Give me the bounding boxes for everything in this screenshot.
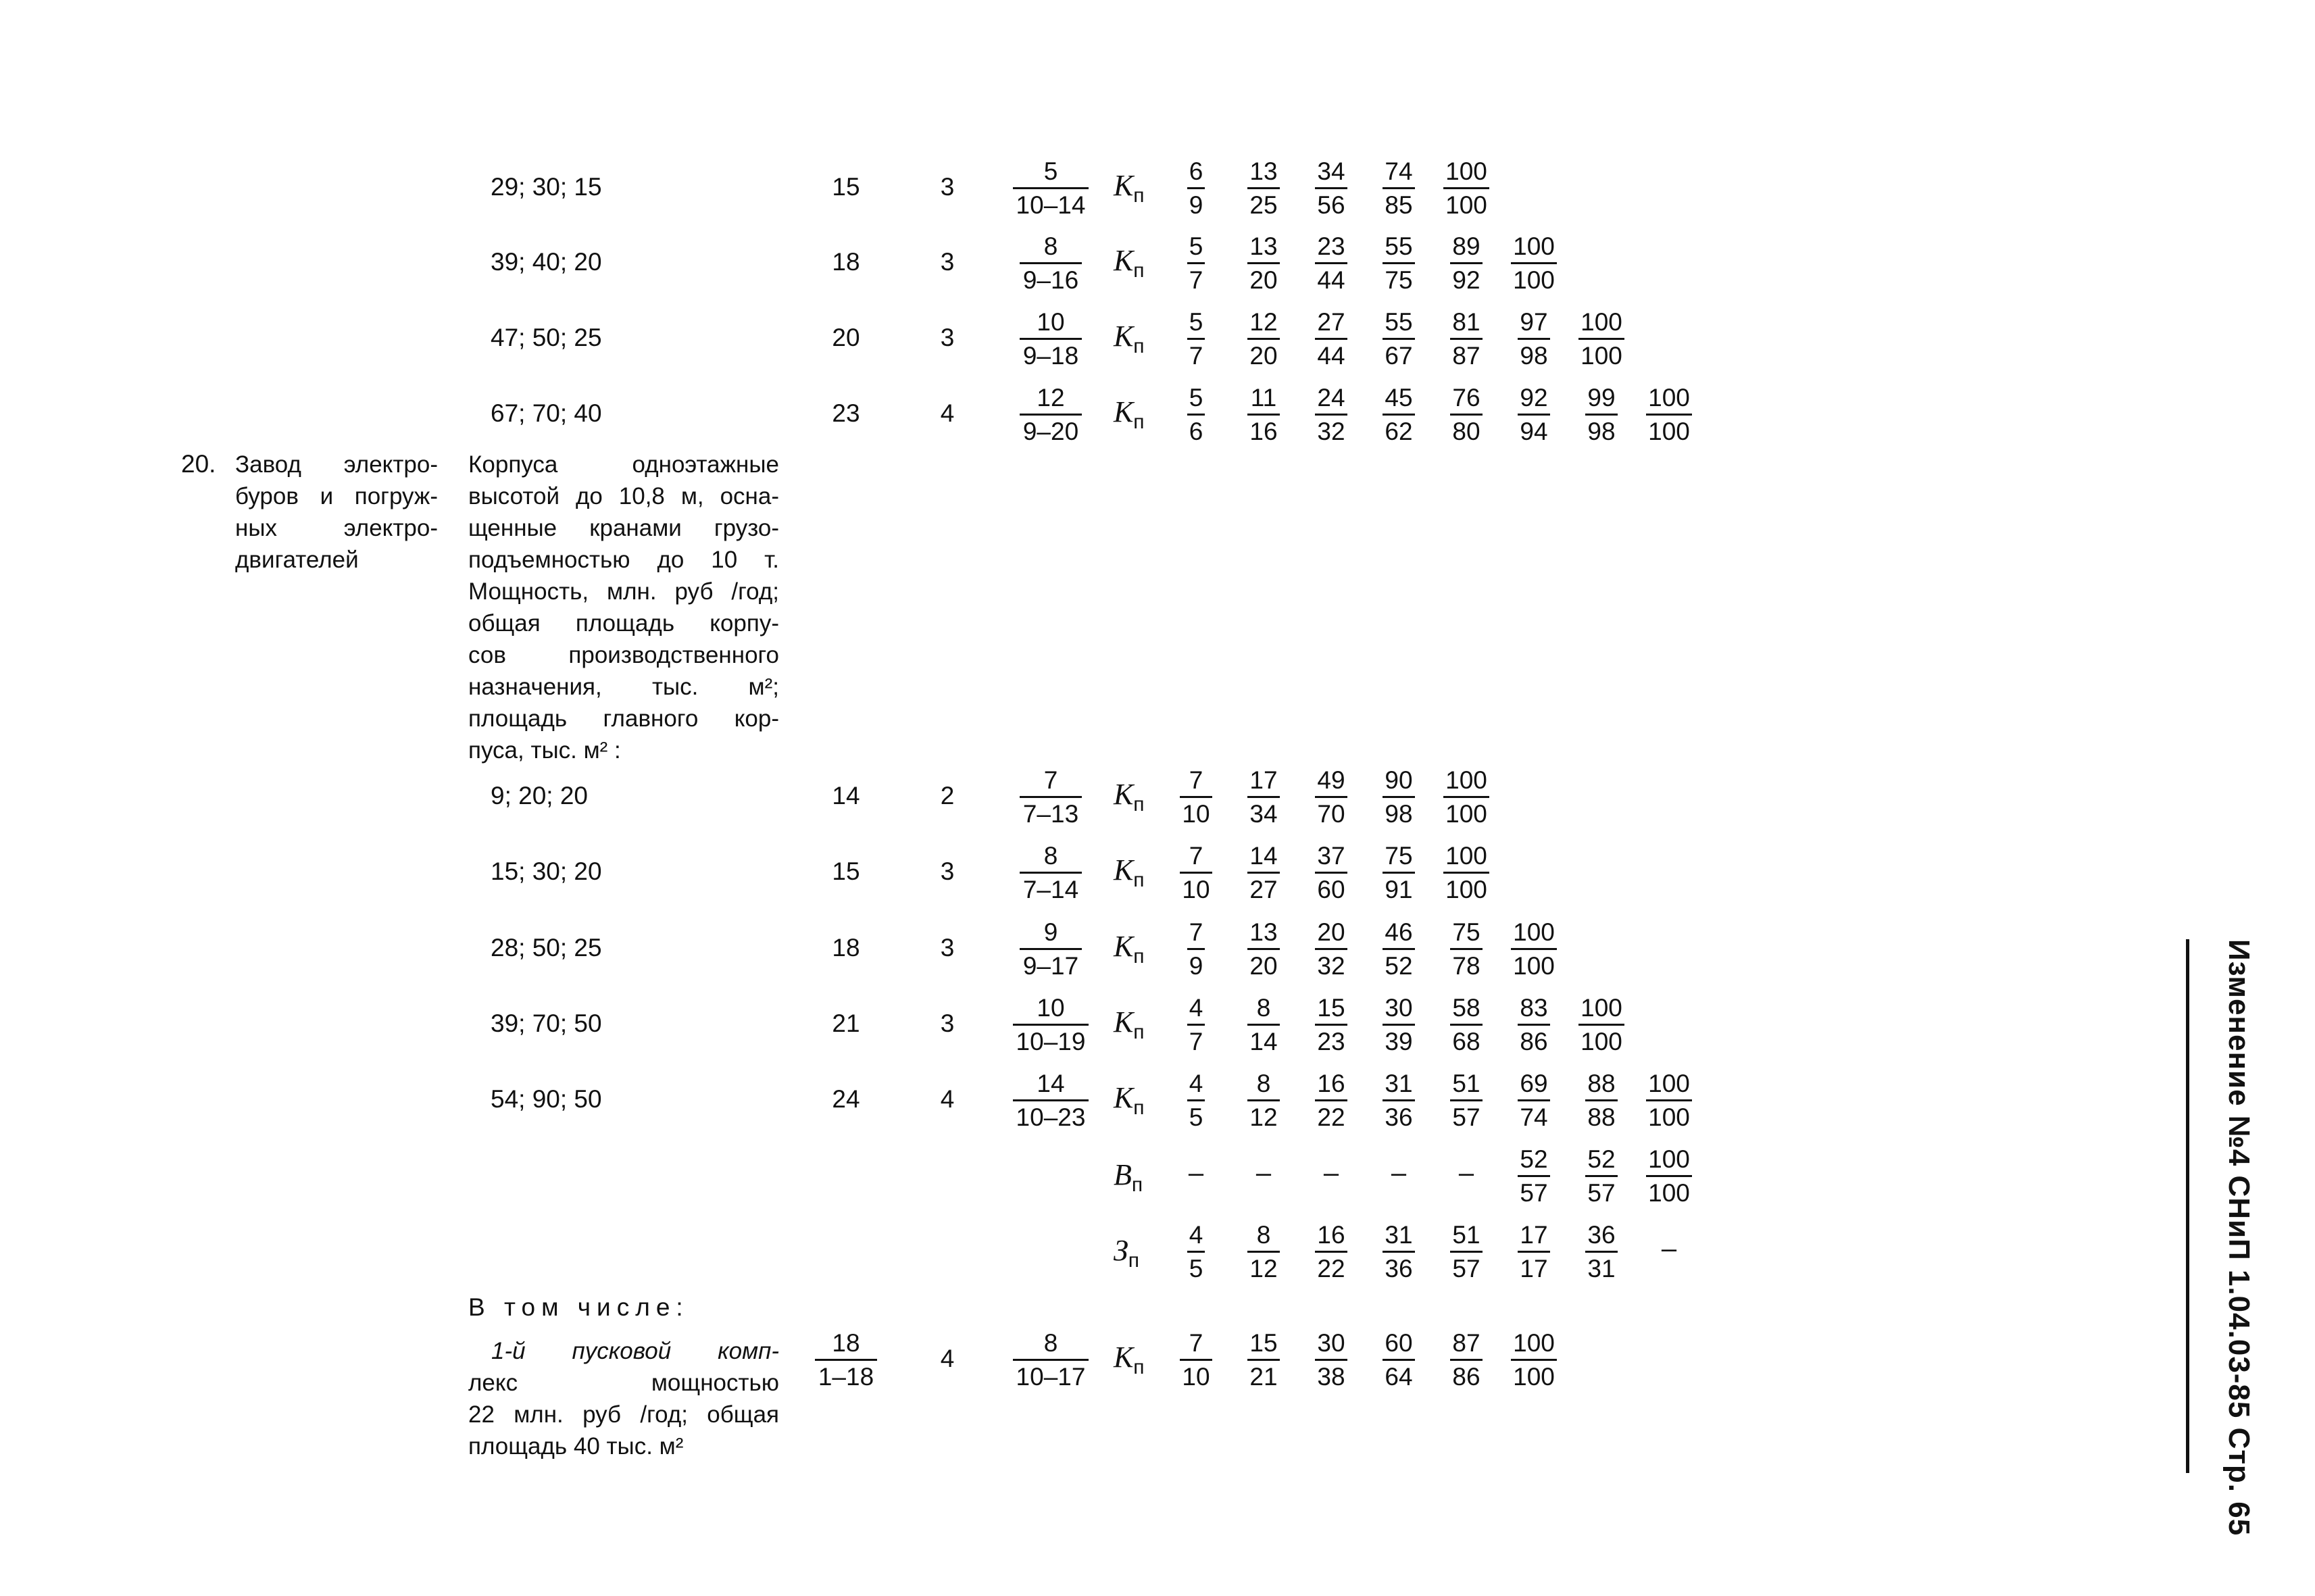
- side-rule: [2186, 939, 2189, 1473]
- row-parameters: 28; 50; 25: [491, 934, 602, 962]
- value-fraction: [1426, 841, 1507, 905]
- numerator: 11: [1250, 384, 1277, 412]
- numerator: 13: [1249, 157, 1278, 185]
- denominator: 9: [1189, 191, 1203, 219]
- denominator: 100: [1648, 1179, 1690, 1207]
- denominator: 87: [1452, 342, 1480, 370]
- denominator: 10–17: [1016, 1363, 1086, 1391]
- coef-subscript: п: [1133, 1096, 1145, 1119]
- denominator: 5: [1189, 1103, 1203, 1131]
- denominator: 100: [1445, 191, 1487, 219]
- numerator: 52: [1587, 1145, 1616, 1173]
- denominator: 100: [1580, 342, 1622, 370]
- item-name-line: ных электро-: [235, 515, 438, 541]
- coef-subscript: п: [1131, 1173, 1143, 1196]
- numerator: 100: [1648, 1070, 1690, 1097]
- coefficient-label: [1114, 778, 1144, 822]
- coefficient-label: [1114, 169, 1144, 213]
- denominator: 6: [1189, 418, 1203, 445]
- denominator: 22: [1317, 1103, 1345, 1131]
- coef-symbol: В: [1114, 1158, 1132, 1191]
- numerator: 51: [1452, 1221, 1480, 1249]
- denominator: 10: [1182, 800, 1210, 828]
- row-col2: 15: [832, 173, 860, 201]
- denominator: 62: [1385, 418, 1413, 445]
- item-name-line: Завод электро-: [235, 451, 438, 478]
- numerator: 90: [1385, 766, 1413, 794]
- coef-symbol: К: [1114, 1005, 1134, 1039]
- denominator: 36: [1385, 1103, 1413, 1131]
- denominator: 64: [1385, 1363, 1413, 1391]
- numerator: 60: [1385, 1329, 1413, 1357]
- coefficient-label: [1114, 930, 1144, 974]
- numerator: 97: [1520, 308, 1548, 336]
- term-fraction: [1010, 383, 1091, 447]
- numerator: 88: [1587, 1070, 1616, 1097]
- numerator: 75: [1452, 918, 1480, 946]
- row-col3: 3: [940, 324, 955, 351]
- numerator: 7: [1189, 918, 1203, 946]
- denominator: 98: [1385, 800, 1413, 828]
- complex-line: лекс мощностью: [468, 1370, 779, 1396]
- coef-subscript: п: [1133, 1355, 1145, 1378]
- denominator: 20: [1249, 952, 1278, 980]
- numerator: 10: [1037, 308, 1065, 336]
- numerator: 24: [1317, 384, 1345, 412]
- denominator: 85: [1385, 191, 1413, 219]
- row-col2: 20: [832, 324, 860, 351]
- denominator: 34: [1249, 800, 1278, 828]
- numerator: 8: [1043, 232, 1058, 260]
- coef-subscript: п: [1133, 410, 1145, 433]
- denominator: 100: [1513, 1363, 1555, 1391]
- dash-cell: –: [1391, 1158, 1407, 1188]
- term-fraction: [1010, 993, 1091, 1057]
- denominator: 20: [1249, 342, 1278, 370]
- coefficient-label: [1114, 1341, 1144, 1385]
- desc-line: подъемностью до 10 т.: [468, 547, 779, 573]
- coef-subscript: п: [1133, 945, 1145, 968]
- numerator: 17: [1520, 1221, 1548, 1249]
- row-col2: 23: [832, 399, 860, 427]
- denominator: 78: [1452, 952, 1480, 980]
- numerator: 12: [1037, 384, 1065, 412]
- coef-symbol: К: [1114, 169, 1134, 202]
- row-parameters: 39; 40; 20: [491, 248, 602, 276]
- value-fraction: [1493, 232, 1574, 295]
- term-fraction: [1010, 766, 1091, 829]
- term-fraction: [1010, 1328, 1091, 1392]
- denominator: 88: [1587, 1103, 1616, 1131]
- denominator: 31: [1587, 1255, 1616, 1282]
- numerator: 8: [1256, 1070, 1271, 1097]
- row-parameters: 54; 90; 50: [491, 1085, 602, 1113]
- coefficient-label: [1114, 1081, 1144, 1125]
- numerator: 7: [1189, 1329, 1203, 1357]
- numerator: 23: [1317, 232, 1345, 260]
- row-col3: 3: [940, 1009, 955, 1037]
- denominator: 52: [1385, 952, 1413, 980]
- complex-line: 22 млн. руб /год; общая: [468, 1401, 779, 1428]
- dash-cell: –: [1458, 1158, 1474, 1188]
- denominator: 10–14: [1016, 191, 1086, 219]
- coef-symbol: К: [1114, 1341, 1134, 1374]
- value-fraction: [1628, 1145, 1710, 1208]
- coefficient-label: [1114, 395, 1144, 439]
- numerator: 18: [832, 1329, 860, 1357]
- numerator: 6: [1189, 157, 1203, 185]
- coef-symbol: К: [1114, 395, 1134, 428]
- term-fraction: [1010, 1069, 1091, 1132]
- numerator: 8: [1043, 842, 1058, 870]
- denominator: 7: [1189, 342, 1203, 370]
- numerator: 20: [1317, 918, 1345, 946]
- value-fraction: [1561, 307, 1642, 371]
- value-fraction: [1628, 383, 1710, 447]
- denominator: 25: [1249, 191, 1278, 219]
- numerator: 76: [1452, 384, 1480, 412]
- numerator: 8: [1256, 994, 1271, 1022]
- row-parameters: 67; 70; 40: [491, 399, 602, 427]
- numerator: 4: [1189, 994, 1203, 1022]
- desc-line: общая площадь корпу-: [468, 610, 779, 637]
- denominator: 9–18: [1022, 342, 1079, 370]
- denominator: 1–18: [818, 1363, 874, 1391]
- complex-col2-fraction: [805, 1328, 887, 1392]
- numerator: 100: [1513, 232, 1555, 260]
- denominator: 70: [1317, 800, 1345, 828]
- value-fraction: [1628, 1069, 1710, 1132]
- coefficient-label: [1114, 244, 1144, 288]
- item-number: 20.: [181, 450, 216, 478]
- dash-cell: –: [1188, 1158, 1204, 1188]
- numerator: 9: [1043, 918, 1058, 946]
- numerator: 37: [1317, 842, 1345, 870]
- numerator: 7: [1043, 766, 1058, 794]
- denominator: 44: [1317, 266, 1345, 294]
- denominator: 56: [1317, 191, 1345, 219]
- numerator: 15: [1317, 994, 1345, 1022]
- denominator: 100: [1580, 1028, 1622, 1055]
- numerator: 75: [1385, 842, 1413, 870]
- numerator: 13: [1249, 918, 1278, 946]
- numerator: 45: [1385, 384, 1413, 412]
- value-fraction: [1426, 157, 1507, 220]
- denominator: 91: [1385, 876, 1413, 903]
- denominator: 98: [1587, 418, 1616, 445]
- desc-line: сов производственного: [468, 642, 779, 668]
- denominator: 100: [1648, 1103, 1690, 1131]
- denominator: 14: [1249, 1028, 1278, 1055]
- row-col2: 24: [832, 1085, 860, 1113]
- denominator: 12: [1249, 1255, 1278, 1282]
- numerator: 4: [1189, 1221, 1203, 1249]
- denominator: 10: [1182, 876, 1210, 903]
- numerator: 8: [1043, 1329, 1058, 1357]
- denominator: 57: [1587, 1179, 1616, 1207]
- coef-symbol: К: [1114, 320, 1134, 353]
- numerator: 31: [1385, 1221, 1413, 1249]
- numerator: 100: [1445, 157, 1487, 185]
- numerator: 83: [1520, 994, 1548, 1022]
- denominator: 17: [1520, 1255, 1548, 1282]
- denominator: 86: [1520, 1028, 1548, 1055]
- denominator: 94: [1520, 418, 1548, 445]
- denominator: 98: [1520, 342, 1548, 370]
- denominator: 9–17: [1022, 952, 1079, 980]
- numerator: 92: [1520, 384, 1548, 412]
- coef-symbol: К: [1114, 930, 1134, 963]
- denominator: 10–23: [1016, 1103, 1086, 1131]
- row-col3: 3: [940, 857, 955, 885]
- numerator: 10: [1037, 994, 1065, 1022]
- denominator: 7–13: [1022, 800, 1079, 828]
- dash-cell: –: [1255, 1158, 1272, 1188]
- numerator: 55: [1385, 308, 1413, 336]
- denominator: 75: [1385, 266, 1413, 294]
- denominator: 20: [1249, 266, 1278, 294]
- row-parameters: 39; 70; 50: [491, 1009, 602, 1037]
- numerator: 69: [1520, 1070, 1548, 1097]
- denominator: 67: [1385, 342, 1413, 370]
- value-fraction: [1561, 993, 1642, 1057]
- row-col3: 3: [940, 173, 955, 201]
- denominator: 27: [1249, 876, 1278, 903]
- numerator: 7: [1189, 842, 1203, 870]
- denominator: 36: [1385, 1255, 1413, 1282]
- denominator: 86: [1452, 1363, 1480, 1391]
- coef-subscript: п: [1133, 334, 1145, 357]
- denominator: 60: [1317, 876, 1345, 903]
- denominator: 32: [1317, 952, 1345, 980]
- row-parameters: 15; 30; 20: [491, 857, 602, 885]
- coef-subscript: п: [1133, 1020, 1145, 1043]
- numerator: 51: [1452, 1070, 1480, 1097]
- numerator: 13: [1249, 232, 1278, 260]
- denominator: 38: [1317, 1363, 1345, 1391]
- numerator: 30: [1317, 1329, 1345, 1357]
- denominator: 32: [1317, 418, 1345, 445]
- numerator: 58: [1452, 994, 1480, 1022]
- numerator: 16: [1317, 1221, 1345, 1249]
- numerator: 100: [1580, 308, 1622, 336]
- coefficient-label: [1114, 1234, 1139, 1278]
- denominator: 16: [1249, 418, 1278, 445]
- coef-symbol: К: [1114, 853, 1134, 887]
- row-col3: 4: [940, 399, 955, 427]
- numerator: 30: [1385, 994, 1413, 1022]
- term-fraction: [1010, 307, 1091, 371]
- item-name: [235, 449, 438, 576]
- coefficient-label: [1114, 1158, 1143, 1202]
- numerator: 36: [1587, 1221, 1616, 1249]
- desc-line: пуса, тыс. м² :: [468, 737, 621, 764]
- numerator: 52: [1520, 1145, 1548, 1173]
- coefficient-label: [1114, 853, 1144, 897]
- side-running-header: [2186, 939, 2259, 1537]
- numerator: 89: [1452, 232, 1480, 260]
- desc-line: Мощность, млн. руб /год;: [468, 578, 779, 605]
- numerator: 100: [1513, 1329, 1555, 1357]
- denominator: 44: [1317, 342, 1345, 370]
- denominator: 7: [1189, 1028, 1203, 1055]
- denominator: 100: [1513, 952, 1555, 980]
- coef-symbol: К: [1114, 1081, 1134, 1114]
- denominator: 80: [1452, 418, 1480, 445]
- numerator: 100: [1580, 994, 1622, 1022]
- complex-line: площадь 40 тыс. м²: [468, 1433, 684, 1460]
- coef-symbol: К: [1114, 244, 1134, 277]
- numerator: 100: [1648, 1145, 1690, 1173]
- numerator: 8: [1256, 1221, 1271, 1249]
- denominator: 5: [1189, 1255, 1203, 1282]
- complex-line: 1-й пусковой комп-: [491, 1338, 779, 1364]
- denominator: 9–16: [1022, 266, 1079, 294]
- numerator: 12: [1249, 308, 1278, 336]
- row-parameters: 47; 50; 25: [491, 324, 602, 351]
- denominator: 23: [1317, 1028, 1345, 1055]
- row-col2: 18: [832, 248, 860, 276]
- coefficient-label: [1114, 320, 1144, 364]
- value-fraction: [1493, 1328, 1574, 1392]
- denominator: 12: [1249, 1103, 1278, 1131]
- row-col2: 14: [832, 782, 860, 809]
- side-header-text: Изменение №4 СНиП 1.04.03-85 Стр. 65: [2222, 939, 2256, 1537]
- denominator: 100: [1513, 266, 1555, 294]
- item-name-line: буров и погруж-: [235, 483, 438, 509]
- numerator: 81: [1452, 308, 1480, 336]
- denominator: 39: [1385, 1028, 1413, 1055]
- numerator: 31: [1385, 1070, 1413, 1097]
- desc-line: назначения, тыс. м²;: [468, 674, 779, 700]
- numerator: 27: [1317, 308, 1345, 336]
- coefficient-label: [1114, 1005, 1144, 1049]
- denominator: 57: [1520, 1179, 1548, 1207]
- row-col3: 3: [940, 934, 955, 962]
- row-col2: 18: [832, 934, 860, 962]
- in-that-number-heading: В том числе:: [468, 1293, 689, 1321]
- numerator: 16: [1317, 1070, 1345, 1097]
- coef-subscript: п: [1133, 259, 1145, 282]
- coef-subscript: п: [1128, 1249, 1140, 1272]
- denominator: 74: [1520, 1103, 1548, 1131]
- coef-symbol: З: [1114, 1234, 1128, 1267]
- denominator: 7: [1189, 266, 1203, 294]
- denominator: 22: [1317, 1255, 1345, 1282]
- numerator: 46: [1385, 918, 1413, 946]
- numerator: 7: [1189, 766, 1203, 794]
- row-col3: 2: [940, 782, 955, 809]
- dash-cell: –: [1661, 1234, 1677, 1264]
- numerator: 15: [1249, 1329, 1278, 1357]
- numerator: 5: [1043, 157, 1058, 185]
- item-name-line: двигателей: [235, 547, 359, 573]
- numerator: 74: [1385, 157, 1413, 185]
- denominator: 10–19: [1016, 1028, 1086, 1055]
- desc-line: площадь главного кор-: [468, 705, 779, 732]
- value-fraction: [1561, 1220, 1642, 1284]
- value-fraction: [1426, 766, 1507, 829]
- desc-line: высотой до 10,8 м, осна-: [468, 483, 779, 509]
- row-col2: 21: [832, 1009, 860, 1037]
- numerator: 55: [1385, 232, 1413, 260]
- numerator: 100: [1513, 918, 1555, 946]
- numerator: 100: [1445, 766, 1487, 794]
- term-fraction: [1010, 232, 1091, 295]
- coef-symbol: К: [1114, 778, 1134, 811]
- numerator: 5: [1189, 308, 1203, 336]
- numerator: 14: [1037, 1070, 1065, 1097]
- row-col3: 3: [940, 248, 955, 276]
- denominator: 9: [1189, 952, 1203, 980]
- row-col2: 15: [832, 857, 860, 885]
- denominator: 7–14: [1022, 876, 1079, 903]
- term-fraction: [1010, 841, 1091, 905]
- value-fraction: [1493, 918, 1574, 981]
- denominator: 57: [1452, 1255, 1480, 1282]
- denominator: 21: [1249, 1363, 1278, 1391]
- coef-subscript: п: [1133, 184, 1145, 207]
- denominator: 92: [1452, 266, 1480, 294]
- term-fraction: [1010, 157, 1091, 220]
- numerator: 17: [1249, 766, 1278, 794]
- denominator: 10: [1182, 1363, 1210, 1391]
- desc-line: щенные кранами грузо-: [468, 515, 779, 541]
- item-description: [468, 449, 779, 766]
- numerator: 49: [1317, 766, 1345, 794]
- numerator: 5: [1189, 232, 1203, 260]
- numerator: 14: [1249, 842, 1278, 870]
- numerator: 87: [1452, 1329, 1480, 1357]
- denominator: 100: [1445, 800, 1487, 828]
- numerator: 100: [1648, 384, 1690, 412]
- row-col3: 4: [940, 1085, 955, 1113]
- desc-line: Корпуса одноэтажные: [468, 451, 779, 478]
- row-parameters: 29; 30; 15: [491, 173, 602, 201]
- term-fraction: [1010, 918, 1091, 981]
- denominator: 100: [1648, 418, 1690, 445]
- numerator: 34: [1317, 157, 1345, 185]
- dash-cell: –: [1323, 1158, 1339, 1188]
- numerator: 99: [1587, 384, 1616, 412]
- numerator: 100: [1445, 842, 1487, 870]
- denominator: 57: [1452, 1103, 1480, 1131]
- denominator: 100: [1445, 876, 1487, 903]
- denominator: 9–20: [1022, 418, 1079, 445]
- row-parameters: 9; 20; 20: [491, 782, 589, 809]
- coef-subscript: п: [1133, 868, 1145, 891]
- numerator: 5: [1189, 384, 1203, 412]
- complex-description: [468, 1335, 779, 1462]
- complex-col3: 4: [940, 1345, 955, 1372]
- coef-subscript: п: [1133, 793, 1145, 816]
- denominator: 68: [1452, 1028, 1480, 1055]
- numerator: 4: [1189, 1070, 1203, 1097]
